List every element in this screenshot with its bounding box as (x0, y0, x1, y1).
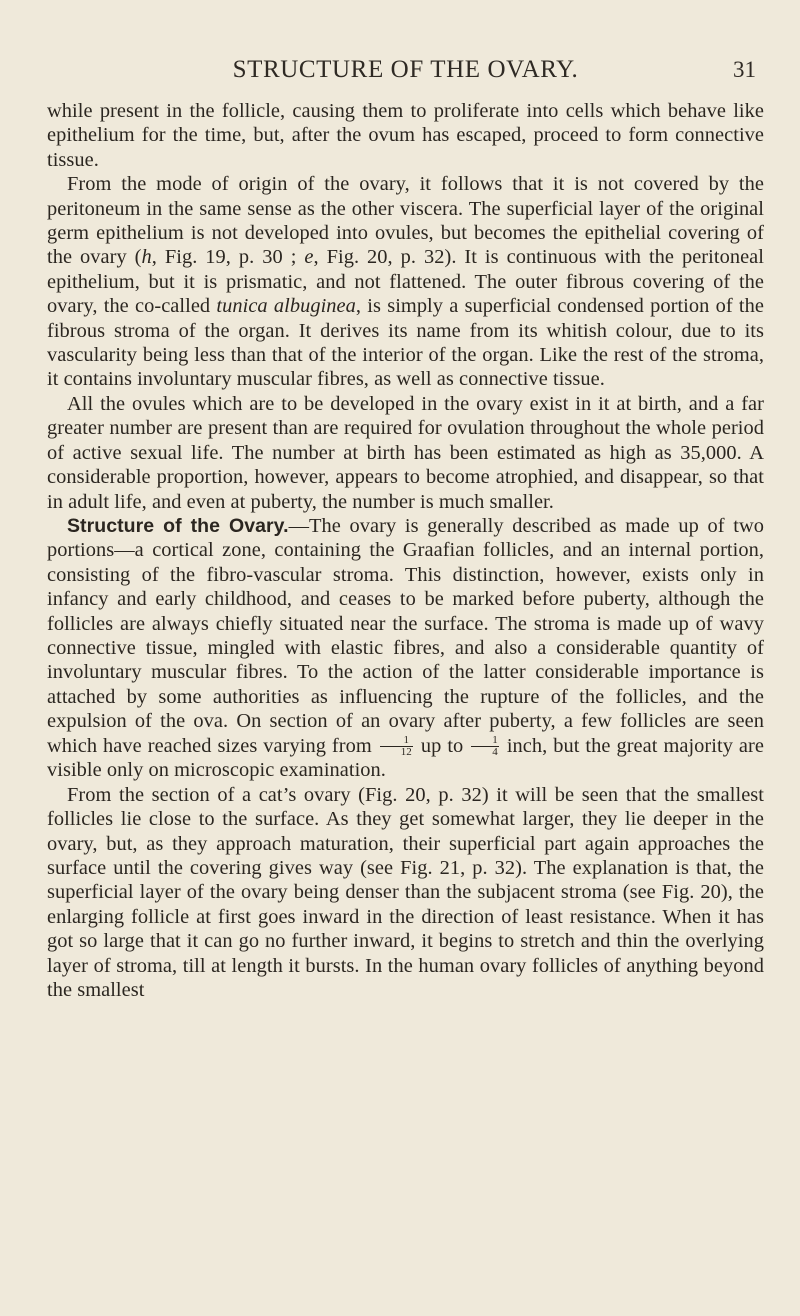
paragraph-text: From the section of a cat’s ovary (Fig. 20, p. 32) it will be seen that the smallest follicles lie close to the surface. As they get somewhat larger, they lie deeper in the ovary, but, as they approach maturation, their superficial part again approaches the surface until the covering gives way (see Fig. 21, p. 32). The explanation is that, the superficial layer of the ovary being denser than the subjacent stroma (see Fig. 20), the enlarging follicle at first goes inward in the direction of least resistance. When it has got so large that it can go no further inward, it begins to stretch and thin the overlying layer of stroma, till at length it bursts. In the human ovary follicles of anything beyond the smallest (47, 783, 764, 1002)
page-number: 31 (733, 57, 756, 82)
paragraph-continued (47, 99, 764, 172)
term-tunica-albuginea: tunica albuginea (216, 295, 356, 318)
paragraph-text: while present in the follicle, causing them to proliferate into cells which behave like epithelium for the time, but, after the ovum has escaped, proceed to form connective tissue. (47, 100, 764, 171)
fraction-numerator: 1 (471, 735, 499, 747)
paragraph-structure (47, 514, 764, 783)
paragraph-peritoneum (47, 172, 764, 392)
paragraph-text: —The ovary is generally described as made up of two portions—a cortical zone, containing the Graafian follicles, and an internal portion, consisting of the fibro-vascular stroma. This distinction, however, exists only in infancy and early childhood, and ceases to be marked before puberty, although the follicles are always chiefly situated near the surface. The stroma is made up of wavy connective tissue, mingled with elastic fibres, and also a considerable quantity of involuntary muscular fibres. To the action of the latter considerable importance is attached by some authorities as influencing the rupture of the follicles, and the expulsion of the ova. On section of an ovary after puberty, a few follicles are seen which have reached sizes varying from (47, 514, 764, 757)
paragraph-text: , Fig. 20, p. 32). It is continuous with the peritoneal epithelium, but it is prismatic, and not flattened. The outer fibrous covering of the ovary, the co-called (47, 246, 764, 318)
section-heading: Structure of the Ovary. (67, 514, 289, 537)
fraction-one-twelfth (380, 735, 413, 758)
body-text (47, 99, 764, 1002)
paragraph-text: up to (420, 734, 464, 757)
paragraph-ovules (47, 392, 764, 514)
paragraph-cat-ovary (47, 783, 764, 1003)
paragraph-text: , Fig. 19, p. 30 ; (151, 246, 305, 269)
figure-letter-h: h (141, 246, 152, 269)
fraction-numerator: 1 (380, 735, 413, 747)
running-head (47, 56, 764, 90)
fraction-denominator: 12 (400, 746, 412, 759)
running-title: STRUCTURE OF THE OVARY. (232, 56, 579, 83)
fraction-one-quarter (471, 735, 499, 758)
fraction-denominator: 4 (492, 746, 498, 759)
paragraph-text: From the mode of origin of the ovary, it follows that it is not covered by the peritoneum in the same sense as the other viscera. The superficial layer of the original germ epithelium is not developed into ovules, but becomes the epithelial covering of the ovary ( (47, 173, 764, 269)
paragraph-text: All the ovules which are to be developed in the ovary exist in it at birth, and a far greater number are present than are required for ovulation throughout the whole period of active sexual life. The number at birth has been estimated as high as 35,000. A considerable proportion, however, appears to become atrophied, and disappear, so that in adult life, and even at puberty, the number is much smaller. (47, 392, 764, 513)
paragraph-text: inch, but the great majority are visible only on microscopic examination. (47, 734, 764, 782)
paragraph-text: , is simply a superficial condensed portion of the fibrous stroma of the organ. It derives its name from its whitish colour, due to its vascularity being less than that of the interior of the organ. Like the rest of the stroma, it contains involuntary muscular fibres, as well as connective tissue. (47, 295, 764, 391)
figure-letter-e: e (304, 246, 314, 269)
